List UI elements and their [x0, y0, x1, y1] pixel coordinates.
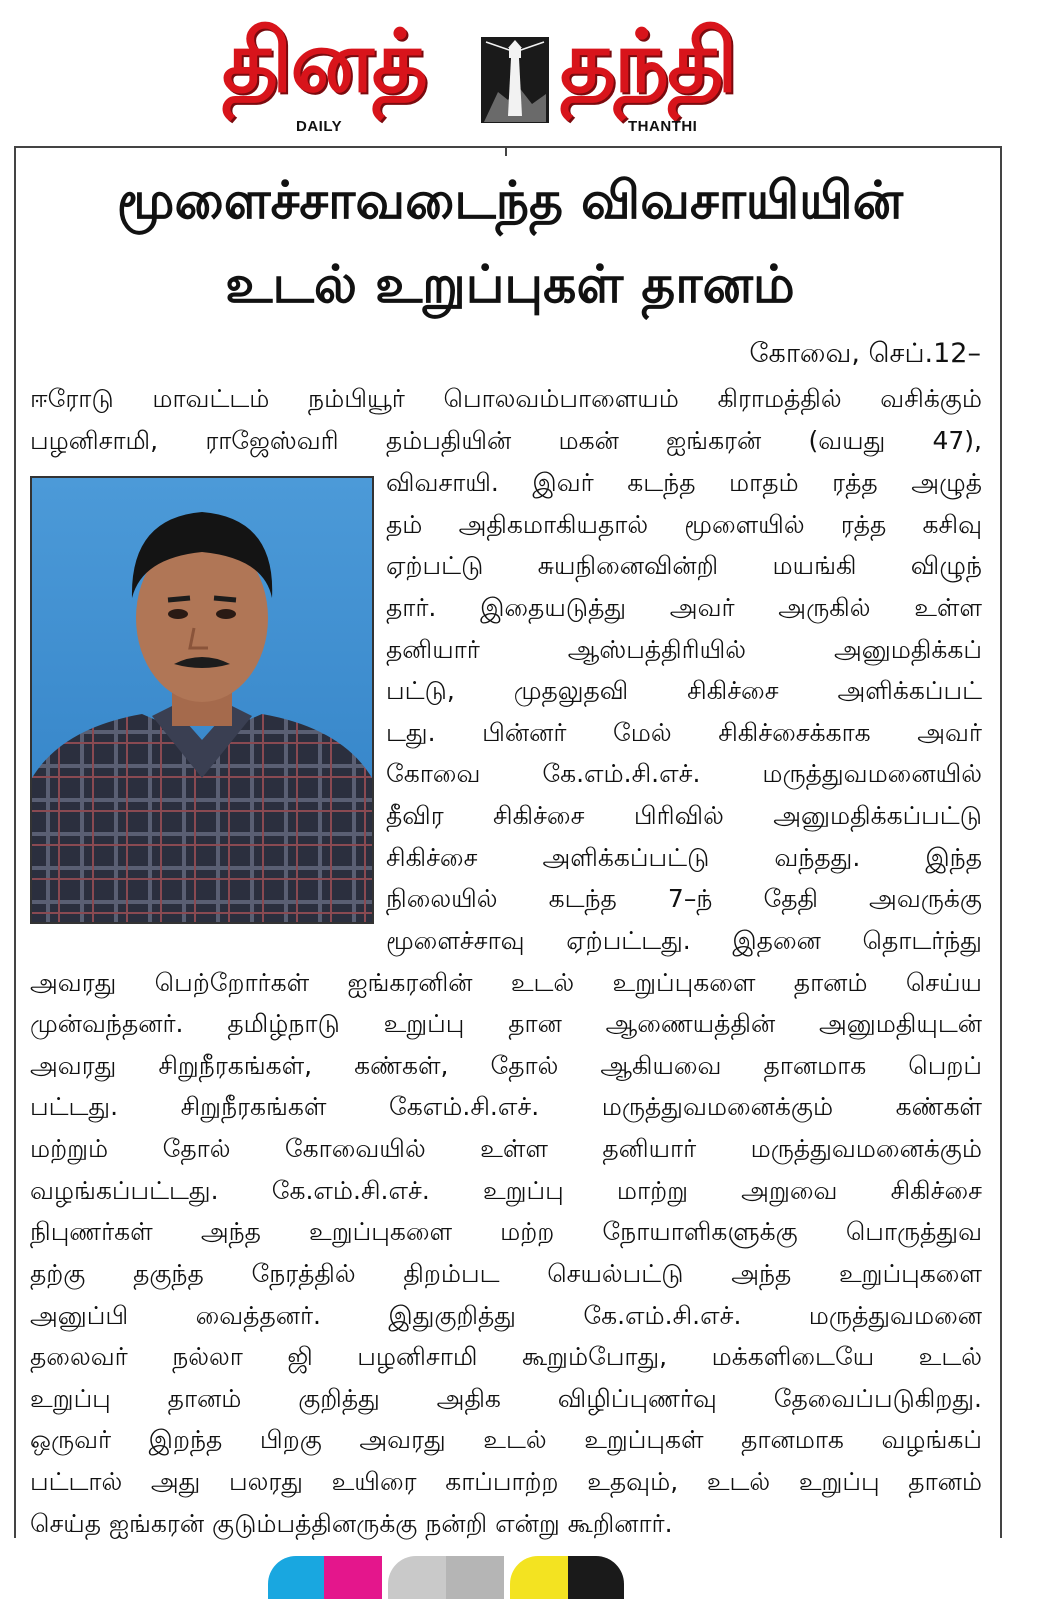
body-line-26: ஒருவர் இறந்த பிறகு அவரது உடல் உறுப்புகள் தானமாக வழங்கப்	[30, 1425, 982, 1454]
body-line-5: ஏற்பட்டு சுயநினைவின்றி மயங்கி விழுந்	[386, 551, 982, 580]
color-bar-magenta	[324, 1556, 382, 1599]
color-bar-cyan	[268, 1556, 324, 1599]
body-line-21: நிபுணர்கள் அந்த உறுப்புகளை மற்ற நோயாளிகளுக்கு பொருத்துவ	[30, 1217, 982, 1246]
masthead	[0, 0, 1043, 150]
body-line-12: சிகிச்சை அளிக்கப்பட்டு வந்தது. இந்த	[386, 843, 982, 872]
headline-line-2: உடல் உறுப்புகள் தானம்	[225, 255, 795, 315]
body-line-24: தலைவர் நல்லா ஜி பழனிசாமி கூறும்போது, மக்களிடையே உடல்	[30, 1342, 982, 1371]
body-line-3: விவசாயி. இவர் கடந்த மாதம் ரத்த அழுத்	[386, 468, 982, 497]
body-line-28: செய்த ஐங்கரன் குடும்பத்தினருக்கு நன்றி என்று கூறினார்.	[30, 1509, 673, 1538]
body-line-7: தனியார் ஆஸ்பத்திரியில் அனுமதிக்கப்	[386, 635, 982, 664]
body-line-14: மூளைச்சாவு ஏற்பட்டது. இதனை தொடர்ந்து	[386, 926, 982, 955]
color-bar-yellow	[510, 1556, 568, 1599]
body-line-25: உறுப்பு தானம் குறித்து அதிக விழிப்புணர்வு தேவைப்படுகிறது.	[30, 1384, 982, 1413]
masthead-sub-left: DAILY	[296, 118, 343, 135]
body-line-15: அவரது பெற்றோர்கள் ஐங்கரனின் உடல் உறுப்புகளை தானம் செய்ய	[30, 968, 982, 997]
body-line-11: தீவிர சிகிச்சை பிரிவில் அனுமதிக்கப்பட்டு	[386, 801, 982, 830]
body-line-4: தம் அதிகமாகியதால் மூளையில் ரத்த கசிவு	[386, 510, 982, 539]
body-line-9: டது. பின்னர் மேல் சிகிச்சைக்காக அவர்	[386, 718, 982, 747]
color-bar-gray-2	[446, 1556, 504, 1599]
color-bar-gray-1	[388, 1556, 446, 1599]
body-line-19: மற்றும் தோல் கோவையில் உள்ள தனியார் மருத்துவமனைக்கும்	[30, 1134, 982, 1163]
body-line-27: பட்டால் அது பலரது உயிரை காப்பாற்ற உதவும், உடல் உறுப்பு தானம்	[30, 1467, 982, 1496]
body-line-16: முன்வந்தனர். தமிழ்நாடு உறுப்பு தான ஆணையத்தின் அனுமதியுடன்	[30, 1009, 982, 1038]
body-line-22: தற்கு தகுந்த நேரத்தில் திறம்பட செயல்பட்டு அந்த உறுப்புகளை	[30, 1259, 982, 1288]
body-line-2: பழனிசாமி, ராஜேஸ்வரி தம்பதியின் மகன் ஐங்கரன் (வயது 47),	[30, 426, 982, 455]
body-line-6: தார். இதையடுத்து அவர் அருகில் உள்ள	[386, 593, 982, 622]
headline-line-1: மூளைச்சாவடைந்த விவசாயியின்	[116, 171, 904, 231]
body-line-10: கோவை கே.எம்.சி.எச். மருத்துவமனையில்	[386, 759, 982, 788]
masthead-title-right: தந்தி	[560, 12, 736, 112]
body-line-20: வழங்கப்பட்டது. கே.எம்.சி.எச். உறுப்பு மாற்று அறுவை சிகிச்சை	[30, 1176, 982, 1205]
person-photo	[30, 476, 374, 924]
frame-divider-tick	[505, 146, 507, 156]
body-line-1: ஈரோடு மாவட்டம் நம்பியூர் பொலவம்பாளையம் கிராமத்தில் வசிக்கும்	[30, 384, 982, 413]
body-line-13: நிலையில் கடந்த 7–ந் தேதி அவருக்கு	[386, 884, 982, 913]
masthead-sub-right: THANTHI	[628, 118, 698, 135]
color-bar-black	[568, 1556, 624, 1599]
body-line-17: அவரது சிறுநீரகங்கள், கண்கள், தோல் ஆகியவை தானமாக பெறப்	[30, 1051, 982, 1080]
body-line-23: அனுப்பி வைத்தனர். இதுகுறித்து கே.எம்.சி.எச். மருத்துவமனை	[30, 1301, 982, 1330]
dateline: கோவை, செப்.12–	[749, 338, 981, 369]
lighthouse-logo-icon	[478, 34, 552, 126]
masthead-title-left: தினத்	[222, 12, 426, 112]
body-line-8: பட்டு, முதலுதவி சிகிச்சை அளிக்கப்பட்	[386, 676, 982, 705]
body-line-18: பட்டது. சிறுநீரகங்கள் கேஎம்.சி.எச். மருத்துவமனைக்கும் கண்கள்	[30, 1092, 982, 1121]
